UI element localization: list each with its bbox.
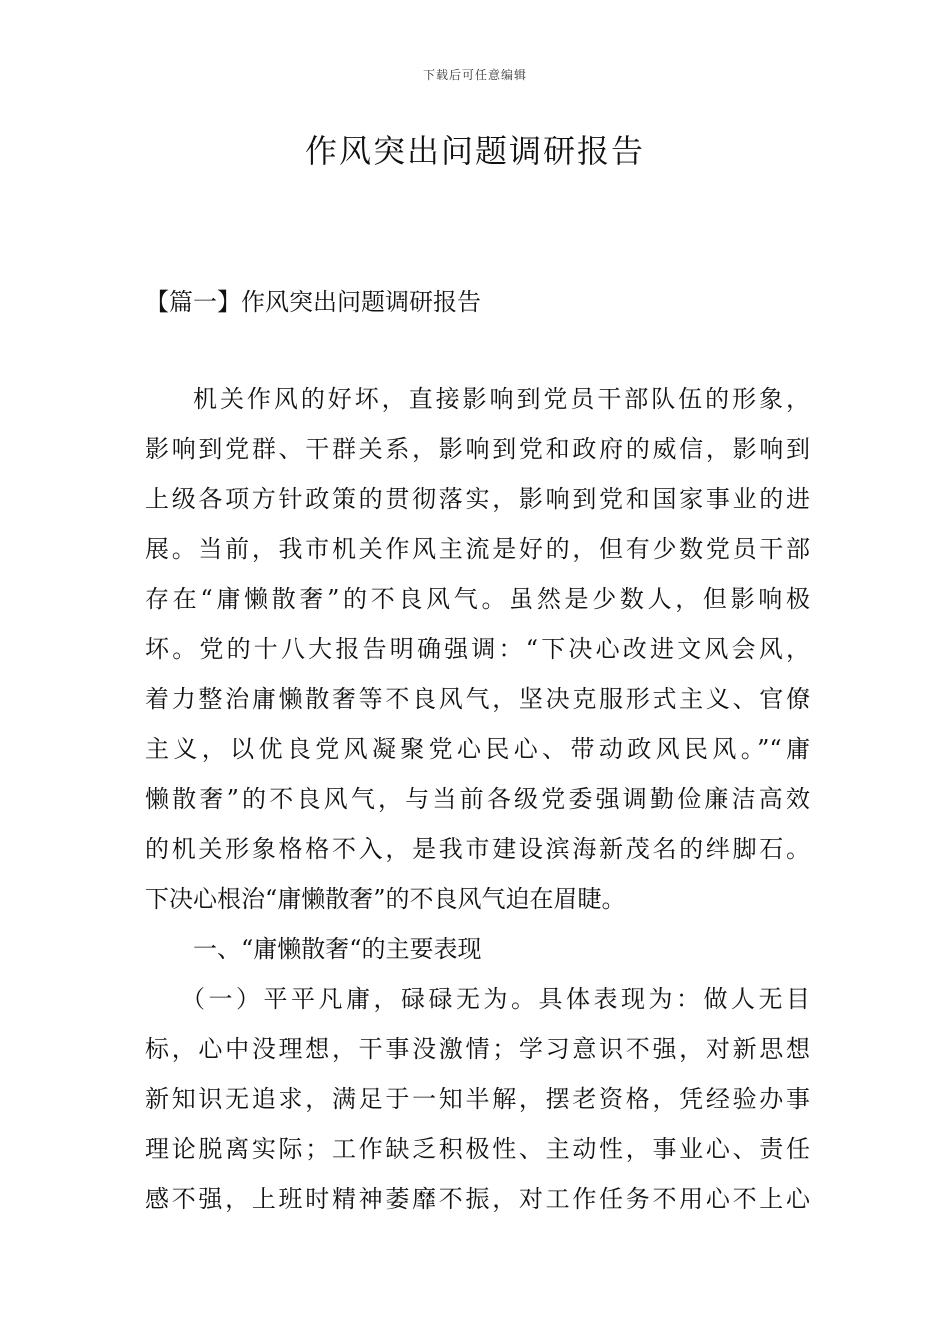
document-title: 作风突出问题调研报告 [304,132,645,170]
body-text [145,374,810,1224]
paragraph-line: 坏。党的十八大报告明确强调：“下决心改进文风会风， [145,635,810,663]
paragraph-line: 理论脱离实际；工作缺乏积极性、主动性，事业心、责任 [145,1135,810,1163]
paragraph-line: 下决心根治“庸懒散奢”的不良风气迫在眉睫。 [145,885,626,913]
paragraph-line: 新知识无追求，满足于一知半解，摆老资格，凭经验办事 [145,1085,810,1113]
paragraph-line: 机关作风的好坏，直接影响到党员干部队伍的形象， [193,385,810,413]
paragraph-line: 主义，以优良党风凝聚党心民心、带动政风民风。”“庸 [145,735,810,763]
paragraph-line: 标，心中没理想，干事没激情；学习意识不强，对新思想 [145,1035,810,1063]
paragraph-line: 懒散奢”的不良风气，与当前各级党委强调勤俭廉洁高效 [145,785,810,813]
paragraph-line: 上级各项方针政策的贯彻落实，影响到党和国家事业的进 [145,485,810,513]
paragraph-line: 着力整治庸懒散奢等不良风气，坚决克服形式主义、官僚 [145,685,810,713]
paragraph-line: 展。当前，我市机关作风主流是好的，但有少数党员干部 [145,535,810,563]
section-heading: 【篇一】作风突出问题调研报告 [145,288,481,316]
paragraph-line: 感不强，上班时精神萎靡不振，对工作任务不用心不上心 [145,1185,810,1213]
paragraph-line: 影响到党群、干群关系，影响到党和政府的威信，影响到 [145,435,810,463]
paragraph-line: （一）平平凡庸，碌碌无为。具体表现为：做人无目 [181,985,810,1013]
paragraph-line: 存在“庸懒散奢”的不良风气。虽然是少数人，但影响极 [145,585,810,613]
header-note: 下载后可任意编辑 [422,68,527,82]
paragraph-line: 的机关形象格格不入，是我市建设滨海新茂名的绊脚石。 [145,835,810,863]
subheading: 一、“庸懒散奢“的主要表现 [193,935,482,963]
